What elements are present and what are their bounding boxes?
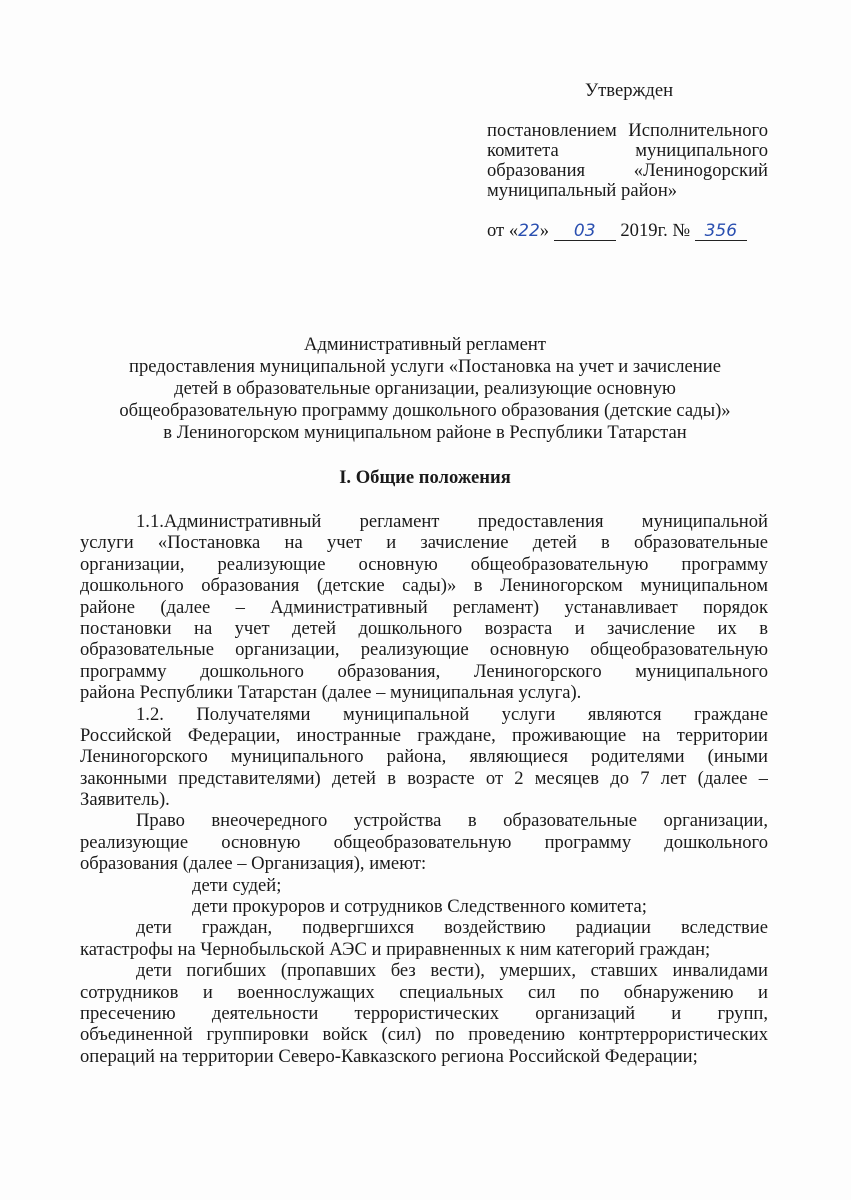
document-title bbox=[60, 334, 790, 444]
section-heading: I. Общие положения bbox=[339, 467, 511, 488]
title-line: детей в образовательные организации, реализующие основную bbox=[174, 378, 676, 399]
approval-heading: Утвержден bbox=[585, 80, 674, 101]
title-line: общеобразовательную программу дошкольного образования (детские сады)» bbox=[119, 400, 731, 421]
body-line: дошкольного образования (детские сады)» в Лениногорском муниципальном bbox=[80, 575, 768, 597]
handwritten-day: 22 bbox=[518, 221, 540, 241]
body-line: 1.1.Административный регламент предоставления муниципальной bbox=[136, 511, 768, 532]
date-year: 2019г. № bbox=[620, 220, 691, 241]
approval-date-line bbox=[487, 221, 768, 241]
body-line: постановки на учет детей дошкольного возраста и зачисление их в bbox=[80, 617, 768, 639]
approval-line: образования «Ленинogорский bbox=[487, 161, 768, 181]
title-line: в Лениногорском муниципальном районе в Республики Татарстан bbox=[163, 422, 687, 443]
date-prefix: от « bbox=[487, 220, 519, 241]
body-line: сотрудников и военнослужащих специальных сил по обнаружению и bbox=[80, 981, 768, 1003]
body-line: Лениногорского муниципального района, являющиеся родителями (иными bbox=[80, 746, 768, 768]
date-mid: » bbox=[539, 220, 550, 241]
title-line: Административный регламент bbox=[304, 334, 546, 355]
body-line: района Республики Татарстан (далее – муниципальная услуга). bbox=[80, 682, 582, 704]
body-line: пресечению деятельности террористических организаций и групп, bbox=[80, 1002, 768, 1024]
body-line: дети прокуроров и сотрудников Следственного комитета; bbox=[192, 896, 647, 918]
body-line: Право внеочередного устройства в образовательные организации, bbox=[136, 810, 768, 832]
body-line: организации, реализующие основную общеобразовательную программу bbox=[80, 553, 768, 575]
body-line: катастрофы на Чернобыльской АЭС и приравненных к ним категорий граждан; bbox=[80, 938, 711, 960]
body-line: программу дошкольного образования, Лениногорского муниципального bbox=[80, 660, 768, 682]
body-line: 1.2. Получателями муниципальной услуги являются граждане bbox=[136, 703, 768, 725]
body-line: Российской Федерации, иностранные граждане, проживающие на территории bbox=[80, 724, 768, 746]
handwritten-number: 356 bbox=[695, 222, 747, 241]
body-line: операций на территории Северо-Кавказского региона Российской Федерации; bbox=[80, 1045, 698, 1067]
handwritten-month: 03 bbox=[554, 222, 616, 241]
body-line: Заявитель). bbox=[80, 789, 170, 811]
approval-line: комитета муниципального bbox=[487, 141, 768, 161]
body-line: дети судей; bbox=[192, 874, 282, 896]
body-line: законными представителями) детей в возрасте от 2 месяцев до 7 лет (далее – bbox=[80, 767, 768, 789]
body-line: дети граждан, подвергшихся воздействию радиации вследствие bbox=[136, 917, 768, 939]
body-line: районе (далее – Административный регламент) устанавливает порядок bbox=[80, 596, 768, 618]
body-line: реализующие основную общеобразовательную программу дошкольного bbox=[80, 831, 768, 853]
body-line: образовательные организации, реализующие основную общеобразовательную bbox=[80, 639, 768, 661]
body-line: дети погибших (пропавших без вести), умерших, ставших инвалидами bbox=[136, 960, 768, 982]
body-line: услуги «Постановка на учет и зачисление детей в образовательные bbox=[80, 532, 768, 554]
approval-line: постановлением Исполнительного bbox=[487, 121, 768, 141]
approval-line: муниципальный район» bbox=[487, 180, 678, 201]
body-line: объединенной группировки войск (сил) по проведению контртеррористических bbox=[80, 1024, 768, 1046]
approval-block bbox=[487, 121, 768, 241]
body-line: образования (далее – Организация), имеют: bbox=[80, 853, 427, 875]
title-line: предоставления муниципальной услуги «Постановка на учет и зачисление bbox=[129, 356, 721, 377]
document-body bbox=[80, 511, 768, 1067]
